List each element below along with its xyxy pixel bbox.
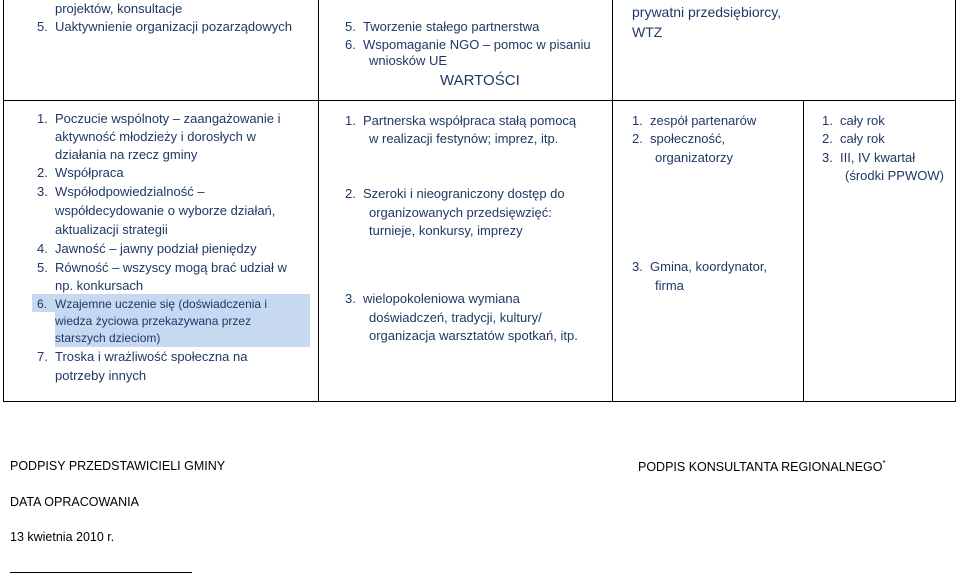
value-item-2: 2. Współpraca bbox=[37, 165, 124, 180]
value-item-3: 3. Współodpowiedzialność – bbox=[37, 184, 205, 199]
list-item-text: Tworzenie stałego partnerstwa bbox=[363, 19, 540, 34]
list-item: 6. Wspomaganie NGO – pomoc w pisaniu bbox=[345, 37, 591, 52]
signature-label-gmina: PODPISY PRZEDSTAWICIELI GMINY bbox=[10, 459, 226, 473]
value-item-5: 5. Równość – wszyscy mogą brać udział w bbox=[37, 260, 287, 275]
footnote-separator bbox=[10, 572, 192, 573]
list-item-text: Uaktywnienie organizacji pozarządowych bbox=[55, 19, 293, 34]
value-item-1-cont: działania na rzecz gminy bbox=[55, 147, 198, 162]
date-label: DATA OPRACOWANIA bbox=[10, 495, 139, 509]
timeline-item-3: 3. III, IV kwartał bbox=[822, 150, 916, 165]
action-item-2: 2. Szeroki i nieograniczony dostęp do bbox=[345, 186, 565, 201]
timeline-item-2: 2. cały rok bbox=[822, 131, 885, 146]
table-border-right bbox=[955, 0, 956, 402]
timeline-item-3-cont: (środki PPWOW) bbox=[845, 168, 944, 183]
value-item-6-cont: wiedza życiowa przekazywana przez bbox=[55, 314, 252, 328]
action-item-2-cont: organizowanych przedsięwzięć: bbox=[369, 205, 552, 220]
value-item-4: 4. Jawność – jawny podział pieniędzy bbox=[37, 241, 257, 256]
stakeholders-text: WTZ bbox=[632, 24, 663, 40]
responsible-item-1: 1. zespół partenarów bbox=[632, 113, 757, 128]
list-item bbox=[37, 18, 292, 37]
section-heading: WARTOŚCI bbox=[440, 72, 520, 89]
signature-label-consultant bbox=[638, 459, 886, 474]
table-col-divider bbox=[318, 0, 319, 402]
value-item-7: 7. Troska i wrażliwość społeczna na bbox=[37, 349, 248, 364]
footnote-mark: * bbox=[882, 459, 886, 468]
table-border-left bbox=[3, 0, 4, 402]
value-item-3-cont: współdecydowanie o wyborze działań, bbox=[55, 203, 276, 218]
action-item-3-cont: organizacja warsztatów spotkań, itp. bbox=[369, 328, 578, 343]
date-value: 13 kwietnia 2010 r. bbox=[10, 530, 115, 544]
responsible-item-3-cont: firma bbox=[655, 278, 684, 293]
list-number: 5. bbox=[37, 19, 48, 34]
value-item-3-cont: aktualizacji strategii bbox=[55, 222, 168, 237]
table-col-divider bbox=[803, 100, 804, 402]
value-item-6: 6. Wzajemne uczenie się (doświadczenia i bbox=[37, 297, 268, 311]
action-item-3-cont: doświadczeń, tradycji, kultury/ bbox=[369, 310, 542, 325]
signature-label-text: PODPIS KONSULTANTA REGIONALNEGO bbox=[638, 460, 883, 475]
value-item-5-cont: np. konkursach bbox=[55, 278, 144, 293]
action-item-2-cont: turnieje, konkursy, imprezy bbox=[369, 223, 523, 238]
list-item-text: Wspomaganie NGO – pomoc w pisaniu bbox=[363, 37, 591, 52]
responsible-item-2-cont: organizatorzy bbox=[655, 150, 734, 165]
value-item-7-cont: potrzeby innych bbox=[55, 368, 147, 383]
table-border-bottom bbox=[3, 401, 956, 402]
list-item-continuation: projektów, konsultacje bbox=[55, 1, 183, 16]
table-col-divider bbox=[612, 0, 613, 402]
action-item-1: 1. Partnerska współpraca stałą pomocą bbox=[345, 113, 577, 128]
table-row-divider bbox=[3, 100, 956, 101]
stakeholders-text: prywatni przedsiębiorcy, bbox=[632, 4, 782, 20]
list-item: 5. Tworzenie stałego partnerstwa bbox=[345, 19, 540, 34]
responsible-item-3: 3. Gmina, koordynator, bbox=[632, 259, 768, 274]
responsible-item-2: 2. społeczność, bbox=[632, 131, 726, 146]
action-item-1-cont: w realizacji festynów; imprez, itp. bbox=[369, 131, 559, 146]
list-item-continuation: wniosków UE bbox=[369, 53, 448, 68]
value-item-6-cont: starszych dzieciom) bbox=[55, 331, 161, 345]
value-item-1-cont: aktywność młodzieży i dorosłych w bbox=[55, 129, 256, 144]
value-item-1: 1. Poczucie wspólnoty – zaangażowanie i bbox=[37, 111, 281, 126]
timeline-item-1: 1. cały rok bbox=[822, 113, 885, 128]
action-item-3: 3. wielopokoleniowa wymiana bbox=[345, 291, 520, 306]
